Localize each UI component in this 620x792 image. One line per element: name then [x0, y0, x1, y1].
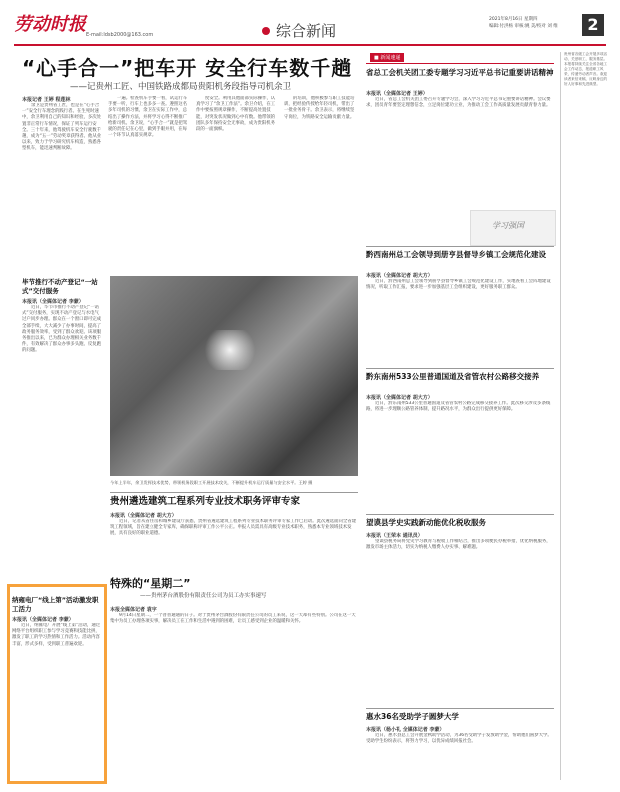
- divider: [366, 368, 554, 369]
- masthead: [14, 6, 606, 46]
- right-item4-col: [366, 532, 554, 669]
- right-item3-text: 近日，黔东南州533公里普通国道及省管农村公路完成移交接养工作。此次移交涉及多条线路，将进一步理顺公路管养体制，提升路况水平，为群众出行提供更好保障。: [366, 401, 551, 413]
- right-item1-col: [366, 90, 554, 201]
- main-article-col-3: [196, 96, 278, 266]
- main-article-text-3: 度安全。利用其他面部实际操作，认真学习了“余卫工作法”。余卫介绍，在工作中要按照规章操作，不断提高处置技能，对突发状况做到心中有数。他带领的团队多年保持安全无事故，成为贵阳机务段的一面旗帜。: [196, 96, 276, 133]
- page-number: 2: [582, 14, 604, 36]
- photo-caption: 今年上半年，余卫发挥技术优势，带领机务段职工开展技术攻关，不断提升机车运行质量与安全水平。王婷 摄: [110, 480, 313, 485]
- main-article-col-1: [22, 96, 102, 263]
- main-article-text-2: 一遍。检查机车手要一看，试运行车手要一听，行车上也多多一查。遵照这名多年司机的习惯，余卫在实际工作中，总结出了操作方法，并将学习心得不断推广给新司机。余卫说，“心手合一”就是把驾驶的责任记在心里，做到手眼并用，在每一个环节认真落实规章。: [108, 96, 188, 139]
- masthead-info: [489, 16, 558, 30]
- right-item3-title: 黔东南州533公里普通国道及省管农村公路移交接养: [366, 372, 540, 381]
- main-article-col-4: [284, 96, 356, 206]
- special-col: [110, 606, 358, 789]
- highlight-title: 纳雍电厂“线上第”活动激发职工活力: [12, 596, 99, 613]
- main-photo: [110, 276, 358, 476]
- right-item5-text: 近日，惠水县总工会开展金秋助学活动，为36名受助学子发放助学金，帮助他们圆梦大学。受助学生纷纷表示，将努力学习，以优异成绩回报社会。: [366, 733, 552, 745]
- engineering-byline: 本报讯（全媒体记者 胡大方）: [110, 513, 177, 519]
- divider: [366, 246, 554, 247]
- main-byline: 本报记者 王婷 程莲林: [22, 97, 71, 103]
- masthead-email: E-mail:ldsb2000@163.com: [86, 32, 154, 38]
- date-line: 2021年8月16日 星期四: [489, 17, 538, 22]
- stamp-text: 学习强国: [492, 221, 524, 230]
- engineering-col: [110, 512, 358, 569]
- main-article-col-2: [108, 96, 190, 266]
- right-item5-byline: 本报讯（杨小礼 全媒体记者 李蒙）: [366, 727, 445, 733]
- special-title: 特殊的“星期二”: [110, 577, 191, 590]
- right-column-label: ■ 新闻速递: [370, 53, 404, 62]
- right-item1-title: 省总工会机关团工委专题学习习近平总书记重要讲话精神: [366, 68, 554, 77]
- study-stamp: [470, 210, 556, 246]
- editor-line: 编辑:付洪杨 审核:姚 美/校对 刘 维: [489, 24, 558, 29]
- right-item2-col: [366, 272, 554, 367]
- highlight-col: [12, 616, 102, 773]
- main-article-text-1: 余卫是贵州省工匠，也是在“心手合一”安全行车理念的践行者。在生死时速中，余卫利用自己的知识和经验，多次处置非正常行车情况，保证了列车运行安全。三十年来，他驾驶机车安全行驶数千趟，成为“五一”劳动奖章获得者。他从业以来，致力于学习研究机车构造，熟悉各型机车，能迅速判断故障。: [22, 103, 102, 152]
- right-item2-text: 近日，黔西南州总工会领导到册亨县督导乡镇工会规范化建设工作，实地查看工会阵地建设情况，听取工作汇报，要求进一步加强基层工会组织建设，更好服务职工群众。: [366, 279, 551, 291]
- right-item1-text: 近日，省总工会机关团工委召开专题学习会，深入学习习近平总书记重要讲话精神。会议要求，团员青年要坚定理想信念，立足岗位建功立业，为推动工会工作高质量发展贡献青春力量。: [366, 97, 551, 109]
- right-column-header: [366, 52, 554, 64]
- main-subhead: ——记贵州工匠、中国铁路成都局贵阳机务段指导司机余卫: [70, 82, 292, 92]
- divider: [366, 514, 554, 515]
- left-short-byline: 本报讯（全媒体记者 李蒙）: [22, 299, 84, 305]
- photo-highlight: [200, 330, 260, 370]
- right-item2-byline: 本报讯（全媒体记者 胡大方）: [366, 273, 433, 279]
- right-item5-col: [366, 726, 554, 789]
- sidebar: [560, 52, 610, 780]
- main-headline: “心手合一”把车开 安全行车数千趟: [22, 56, 353, 80]
- right-item4-text: 望谟县税务局将党史学习教育与税收工作相结合，推出多项便民办税举措，优化纳税服务，激发市场主体活力，切实为纳税人缴费人办实事、解难题。: [366, 539, 551, 551]
- special-byline: 本报全媒体记者 袁宇: [110, 607, 157, 613]
- main-article-text-4: 的培训，他积极参与职工技能培训，把经验传授给年轻司机，带出了一批业务骨干。余卫表示，将继续坚守岗位，为铁路安全运输贡献力量。: [284, 96, 355, 120]
- right-item4-byline: 本报讯（王荣本 通讯员）: [366, 533, 423, 539]
- left-short-col: [22, 298, 102, 497]
- section-title: 综合新闻: [276, 22, 337, 40]
- engineering-text: 近日，记者从省住房和城乡建设厅获悉，贵州省遴选建筑工程系列专业技术职务评审专家工作已启动。此次遴选面向全省建筑工程领域，旨在建立健全专家库，确保职称评审工作公平公正。申报人员需具有高级专业技术职务，熟悉本专业领域技术发展，具有良好的职业道德。: [110, 519, 357, 537]
- left-short-text: 近日，毕节市推行不动产登记“一站式”交付服务，实现不动产登记与水电气过户同步办理。群众在一个窗口即可完成全部手续，大大减少了办事时间，提高了政务服务效率，受到了群众欢迎。该项服务推出以来，已为群众办理相关业务数千件，有效解决了群众办事多头跑、反复跑的问题。: [22, 305, 102, 354]
- right-item1-byline: 本报讯（全媒体记者 王婷）: [366, 91, 428, 97]
- right-item3-col: [366, 394, 554, 511]
- sidebar-text: 贵州省各级工会开展多项活动，关爱职工，服务基层。本报将持续关注全省各地工会工作动态，报道职工风采，传递劳动者声音。欢迎读者来信来稿，反映身边的好人好事和先进典型。: [564, 52, 608, 86]
- divider: [366, 708, 554, 709]
- right-item3-byline: 本报讯（全媒体记者 胡大方）: [366, 395, 433, 401]
- right-item4-title: 望谟县学史实践新动能优化税收服务: [366, 518, 486, 527]
- divider: [110, 492, 358, 493]
- right-item2-title: 黔西南州总工会领导到册亨县督导乡镇工会规范化建设: [366, 250, 546, 259]
- engineering-title: 贵州遴选建筑工程系列专业技术职务评审专家: [110, 496, 301, 507]
- special-subtitle: ——贵州茅台酒股份有限责任公司为员工办实事速写: [140, 593, 267, 599]
- right-item5-title: 惠水36名受助学子圆梦大学: [366, 712, 459, 721]
- highlight-byline: 本报讯（全媒体记者 李蒙）: [12, 617, 74, 623]
- highlight-text: 近日，纳雍电厂开展“线上第”活动，通过网络平台组织职工参与学习竞赛和技能比拼，激发了职工的学习热情和工作活力。活动内容丰富，形式多样，受到职工普遍欢迎。: [12, 623, 101, 647]
- special-text: 9月14日星期二，一个普普通通的日子。对于贵州茅台酒股份有限责任公司的员工来说，这一天却有些特别。公司在这一天集中为员工办理各项实事，解决员工在工作和生活中遇到的困难，让员工感受到企业的温暖和关怀。: [110, 613, 356, 625]
- left-short-title: 毕节推行不动产登记“一站式”交付服务: [22, 278, 98, 295]
- section-dot-icon: [262, 27, 270, 35]
- newspaper-logo: 劳动时报: [14, 14, 86, 35]
